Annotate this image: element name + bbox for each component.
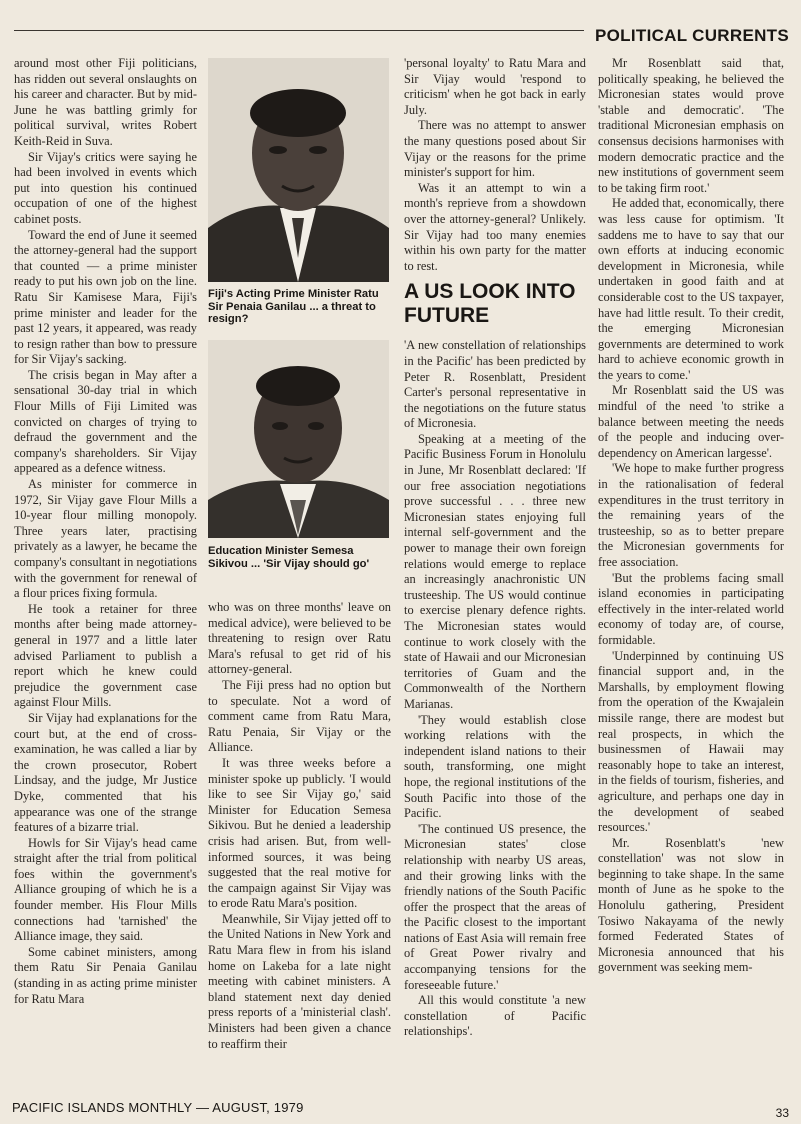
article-headline: A US LOOK INTO FUTURE <box>404 280 576 328</box>
paragraph: All this would constitute 'a new constellation of Pacific relationships'. <box>404 993 586 1039</box>
paragraph: Some cabinet ministers, among them Ratu Sir Penaia Ganilau (standing in as acting prime minister for Ratu Mara <box>14 944 197 1006</box>
portrait-image <box>208 340 389 538</box>
paragraph: around most other Fiji politicians, has ridden out several onslaughts on his career and character. But by mid-June he was battling grimly for political survival, writes Robert Keith-Reid in Suva. <box>14 56 197 148</box>
paragraph: Mr Rosenblatt said the US was mindful of the need 'to strike a balance between meeting the needs of the people and inducing over-dependency on American largesse'. <box>598 383 784 460</box>
page-number: 33 <box>775 1106 789 1120</box>
column-2 <box>208 600 391 1070</box>
photo-caption-1: Fiji's Acting Prime Minister Ratu Sir Penaia Ganilau ... a threat to resign? <box>208 288 379 326</box>
paragraph: 'We hope to make further progress in the rationalisation of federal expenditures in the trust territory in the remaining years of the trusteeship, so as to better prepare the Micronesian governments for free association. <box>598 461 784 569</box>
paragraph: As minister for commerce in 1972, Sir Vijay gave Flour Mills a 10-year flour milling monopoly. Three years later, practising privately as a lawyer, he became the company's consultant in negotiations with the government for renewal of a flour prices fixing formula. <box>14 477 197 601</box>
paragraph: Howls for Sir Vijay's head came straight after the trial from political foes within the government's Alliance grouping of which he is a founder member. His Flour Mills connections had 'tarnished' the Alliance image, they said. <box>14 835 197 944</box>
column-4 <box>598 56 784 1070</box>
paragraph: 'personal loyalty' to Ratu Mara and Sir Vijay would 'respond to criticism' when he got back in early July. <box>404 56 586 117</box>
paragraph: He added that, economically, there was less cause for optimism. 'It saddens me to have to say that our own efforts at inducing economic development in Micronesia, while undertaken in good faith and at considerable cost to the US taxpayer, have had little result. To their credit, the emerging Micronesian governments are determined to work hard to achieve economic growth in the years to come.' <box>598 196 784 382</box>
photo-caption-2: Education Minister Semesa Sikivou ... 'Sir Vijay should go' <box>208 545 370 570</box>
paragraph: Toward the end of June it seemed the attorney-general had the support that counted — a prime minister ready to put his own job on the line. Ratu Sir Kamisese Mara, Fiji's prime minister and leader for the past 12 years, it appeared, was ready to resign rather than bow to pressure for Sir Vijay's sacking. <box>14 227 197 367</box>
paragraph: The Fiji press had no option but to speculate. Not a word of comment came from Ratu Mara, Ratu Penaia, Sir Vijay or the Alliance. <box>208 677 391 755</box>
publication-footer: PACIFIC ISLANDS MONTHLY — AUGUST, 1979 <box>12 1100 304 1115</box>
paragraph: 'The continued US presence, the Micronesian states' close relationship with nearby US areas, and their growing links with the friendly nations of the South Pacific offer the prospect that the areas of the Pacific closest to the important nations of East Asia will remain free of Great Power rivalry and accompanying tensions for the foreseeable future.' <box>404 821 586 992</box>
paragraph: There was no attempt to answer the many questions posed about Sir Vijay or the reasons for the prime minister's support for him. <box>404 118 586 180</box>
portrait-photo-sikivou <box>208 340 389 538</box>
paragraph: It was three weeks before a minister spoke up publicly. 'I would like to see Sir Vijay go,' said Minister for Education Semesa Sikivou. But he denied a leadership crisis had arisen. But, from well-informed sources, it was being suggested that the real motive for the campaign against Sir Vijay was to erode Ratu Mara's position. <box>208 755 391 911</box>
portrait-photo-ganilau <box>208 58 389 282</box>
column-1 <box>14 56 197 1070</box>
header-rule <box>14 30 584 31</box>
paragraph: Mr Rosenblatt said that, politically speaking, he believed the Micronesian states would prove 'stable and democratic'. 'The traditional Micronesian emphasis on consensus decisions harmonises with modern democratic practice and the new institutions of government seem to be taking firm root.' <box>598 56 784 195</box>
paragraph: He took a retainer for three months after being made attorney-general in 1977 and a little later advised Parliament to publish a report which he knew could prejudice the government case against Flour Mills. <box>14 601 197 710</box>
paragraph: Meanwhile, Sir Vijay jetted off to the United Nations in New York and Ratu Mara flew in from his island home on Lakeba for a late night meeting with cabinet ministers. A bland statement next day denied press reports of a 'ministerial clash'. Ministers had been given a chance to reaffirm their <box>208 911 391 1051</box>
paragraph: Sir Vijay's critics were saying he had been involved in events which put into question his continued occupation of one of the highest cabinet posts. <box>14 149 197 226</box>
paragraph: Mr. Rosenblatt's 'new constellation' was not slow in beginning to take shape. In the same month of June as he spoke to the Honolulu gathering, President Tosiwo Nakayama of the newly formed Federated States of Micronesia announced that his government was seeking mem- <box>598 835 784 975</box>
paragraph: The crisis began in May after a sensational 30-day trial in which Flour Mills of Fiji Limited was convicted on charges of trying to defraud the government and the company's shareholders. Sir Vijay appeared as a defence witness. <box>14 367 197 476</box>
paragraph: 'They would establish close working relations with the independent island nations to their south, transforming, one might hope, the regional institutions of the South Pacific into those of the Pacific. <box>404 712 586 821</box>
paragraph: 'Underpinned by continuing US financial support and, in the Marshalls, by employment flowing from the operation of the Kwajalein missile range, there are modest but real prospects, in which the businessmen of Hawaii may reasonably hope to take an interest, in the fields of tourism, fisheries, and agriculture, and perhaps one day in the development of seabed resources.' <box>598 648 784 835</box>
paragraph: Was it an attempt to win a month's reprieve from a showdown over the attorney-general? Unlikely. Sir Vijay had too many enemies within his own party for the matter to rest. <box>404 180 586 273</box>
portrait-image <box>208 58 389 282</box>
paragraph: 'But the problems facing small island economies in participating effectively in the inter-related world economy of today are, of course, formidable. <box>598 570 784 647</box>
paragraph: Speaking at a meeting of the Pacific Business Forum in Honolulu in June, Mr Rosenblatt declared: 'If our free association negotiations prove successful . . . three new Micronesian states enjoying full internal self-government and the power to manage their own foreign relations would emerge to replace an increasingly anachronistic UN trusteeship. The US would continue to exercise plenary defence rights. The Micronesian states would continue to work closely with the state of Hawaii and our Micronesian territories of Guam and the Commonwealth of the Northern Marianas. <box>404 431 586 711</box>
paragraph: who was on three months' leave on medical advice), were believed to be threatening to resign over Ratu Mara's refusal to get rid of his attorney-general. <box>208 600 391 677</box>
paragraph: Sir Vijay had explanations for the court but, at the end of cross-examination, he was called a liar by the crown prosecutor, Robert Lindsay, and the judge, Mr Justice Dyke, commented that his appearance was one of the strange features of a bizarre trial. <box>14 710 197 835</box>
section-title: POLITICAL CURRENTS <box>595 26 789 45</box>
column-3 <box>404 56 586 1070</box>
paragraph: 'A new constellation of relationships in the Pacific' has been predicted by Peter R. Rosenblatt, President Carter's personal representative in the negotiations on the future status of Micronesia. <box>404 338 586 431</box>
